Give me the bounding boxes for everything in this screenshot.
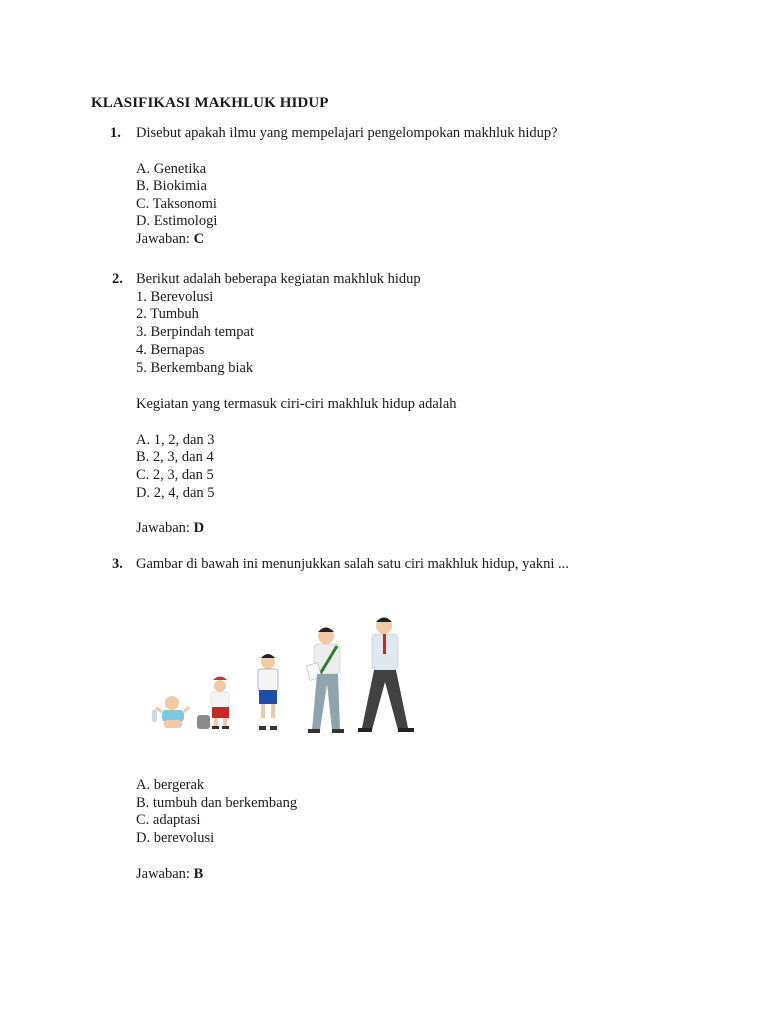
- answer-value: C: [193, 231, 205, 247]
- option-a: A. bergerak: [136, 777, 205, 793]
- question-number: 1.: [110, 125, 121, 141]
- question-number: 2.: [112, 271, 123, 287]
- question-number: 3.: [112, 556, 123, 572]
- human-growth-stages-illustration: [140, 612, 430, 742]
- option-d: D. berevolusi: [136, 830, 215, 846]
- older-child-figure: [258, 654, 278, 730]
- answer-label: Jawaban:: [136, 520, 190, 536]
- child-figure: [211, 677, 229, 730]
- option-a: A. Genetika: [136, 161, 207, 177]
- option-b: B. 2, 3, dan 4: [136, 449, 214, 465]
- list-item-2: 2. Tumbuh: [136, 306, 199, 322]
- teenager-figure: [306, 628, 344, 734]
- option-b: B. tumbuh dan berkembang: [136, 795, 298, 811]
- list-item-5: 5. Berkembang biak: [136, 360, 254, 376]
- question-text: Berikut adalah beberapa kegiatan makhluk hidup: [136, 271, 421, 287]
- option-d: D. Estimologi: [136, 213, 218, 229]
- question-text: Disebut apakah ilmu yang mempelajari pengelompokan makhluk hidup?: [136, 125, 558, 141]
- option-c: C. adaptasi: [136, 812, 201, 828]
- list-item-4: 4. Bernapas: [136, 342, 205, 358]
- option-a: A. 1, 2, dan 3: [136, 432, 215, 448]
- answer-label: Jawaban:: [136, 866, 190, 882]
- answer-line: [136, 519, 204, 537]
- answer-label: Jawaban:: [136, 231, 190, 247]
- list-item-3: 3. Berpindah tempat: [136, 324, 254, 340]
- answer-line: [136, 230, 204, 248]
- answer-value: B: [193, 866, 204, 882]
- option-c: C. Taksonomi: [136, 196, 217, 212]
- answer-value: D: [193, 520, 205, 536]
- option-d: D. 2, 4, dan 5: [136, 485, 215, 501]
- adult-figure: [358, 618, 414, 733]
- document-title: KLASIFIKASI MAKHLUK HIDUP: [91, 95, 329, 111]
- option-c: C. 2, 3, dan 5: [136, 467, 214, 483]
- option-b: B. Biokimia: [136, 178, 207, 194]
- question-text: Gambar di bawah ini menunjukkan salah satu ciri makhluk hidup, yakni ...: [136, 556, 569, 572]
- question-prompt: Kegiatan yang termasuk ciri-ciri makhluk hidup adalah: [136, 396, 457, 412]
- baby-figure: [152, 696, 189, 728]
- answer-line: [136, 865, 203, 883]
- list-item-1: 1. Berevolusi: [136, 289, 214, 305]
